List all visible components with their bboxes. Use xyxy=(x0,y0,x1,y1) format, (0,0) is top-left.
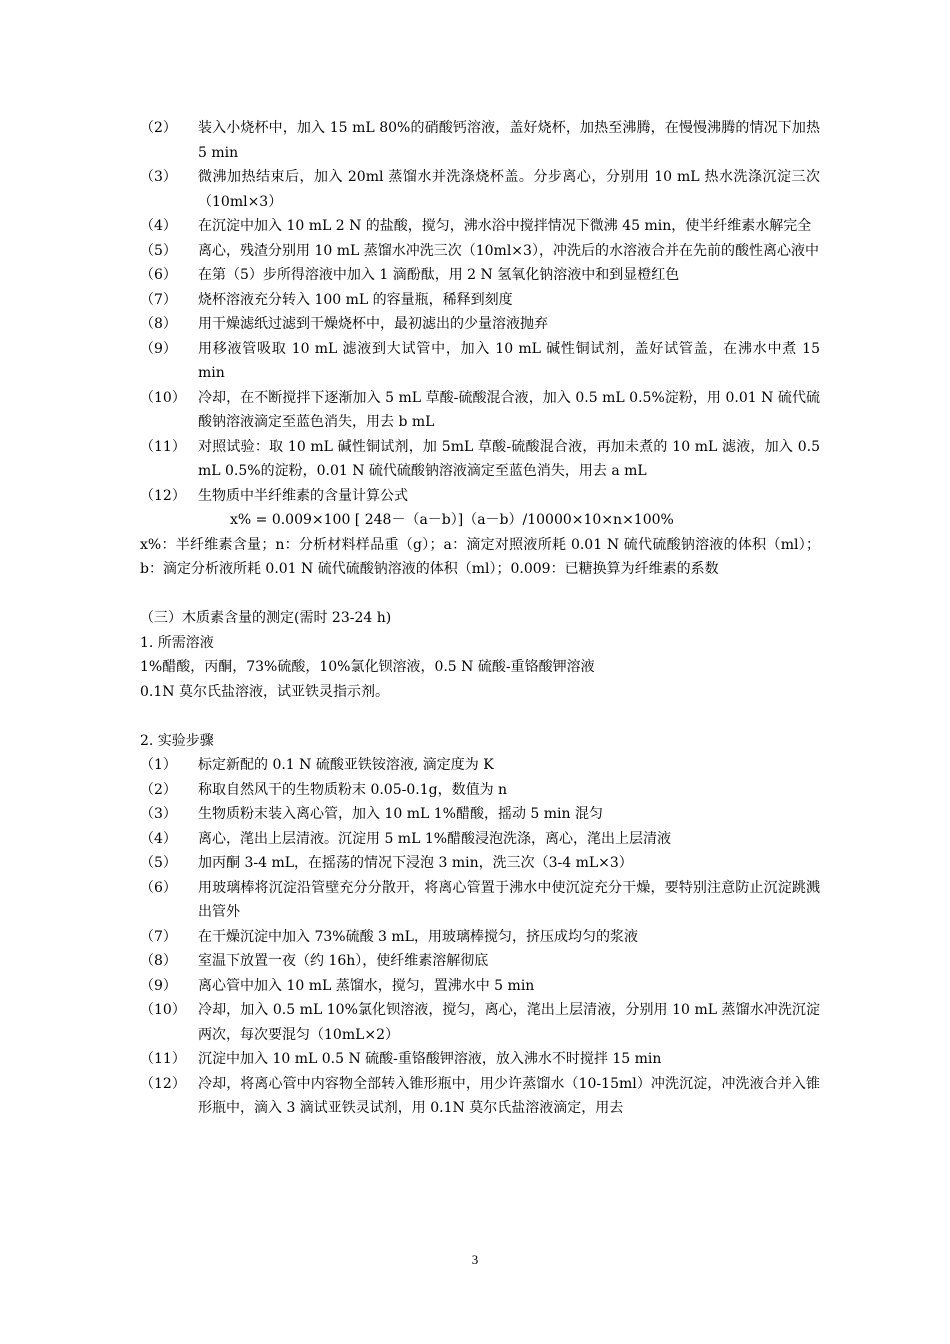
lignin-steps-list xyxy=(140,753,820,1121)
step-item xyxy=(140,974,820,999)
step-text: 微沸加热结束后，加入 20ml 蒸馏水并洗涤烧杯盖。分步离心，分别用 10 mL 热水洗涤沉淀三次（10ml×3） xyxy=(198,169,820,210)
step-number: （10） xyxy=(140,389,186,406)
step-item xyxy=(140,386,820,435)
step-text: 装入小烧杯中，加入 15 mL 80%的硝酸钙溶液，盖好烧杯，加热至沸腾，在慢慢沸腾的情况下加热 5 min xyxy=(198,120,820,161)
step-text: 用移液管吸取 10 mL 滤液到大试管中，加入 10 mL 碱性铜试剂，盖好试管盖，在沸水中煮 15 min xyxy=(198,340,820,381)
step-item xyxy=(140,876,820,925)
step-item xyxy=(140,165,820,214)
blank-line xyxy=(140,582,820,607)
step-number: （7） xyxy=(140,928,177,945)
step-number: （12） xyxy=(140,487,186,504)
formula: x% = 0.009×100 [ 248－（a－b）]（a－b）/10000×10×n×100% xyxy=(230,512,674,528)
step-text: 冷却，加入 0.5 mL 10%氯化钡溶液，搅匀，离心，滗出上层清液，分别用 10 mL 蒸馏水冲洗沉淀两次，每次要混匀（10mL×2） xyxy=(198,1002,820,1043)
blank-line xyxy=(140,704,820,729)
step-number: （3） xyxy=(140,169,177,185)
step-number: （8） xyxy=(140,953,177,969)
step-number: （4） xyxy=(140,218,177,234)
solutions-line-2: 0.1N 莫尔氏盐溶液，试亚铁灵指示剂。 xyxy=(140,683,389,700)
formula-note: x%：半纤维素含量；n：分析材料样品重（g）；a：滴定对照液所耗 0.01 N 硫代硫酸钠溶液的体积（ml）；b：滴定分析液所耗 0.01 N 硫代硫酸钠溶液的体积（ml）；0.009：已糖换算为纤维素的系数 xyxy=(140,536,820,577)
step-text: 生物质粉末装入离心管，加入 10 mL 1%醋酸，摇动 5 min 混匀 xyxy=(198,806,603,822)
hemicellulose-steps-list xyxy=(140,116,820,508)
step-number: （11） xyxy=(140,438,186,455)
step-number: （8） xyxy=(140,316,177,332)
step-number: （5） xyxy=(140,855,177,871)
step-item xyxy=(140,239,820,264)
step-text: 烧杯溶液充分转入 100 mL 的容量瓶，稀释到刻度 xyxy=(198,291,513,308)
subsection-steps: 2. 实验步骤 xyxy=(140,732,214,749)
step-item xyxy=(140,1072,820,1121)
step-item xyxy=(140,802,820,827)
step-text: 标定新配的 0.1 N 硫酸亚铁铵溶液, 滴定度为 K xyxy=(198,757,494,773)
step-item xyxy=(140,949,820,974)
step-text: 在第（5）步所得溶液中加入 1 滴酚酞，用 2 N 氢氧化钠溶液中和到显橙红色 xyxy=(198,267,680,283)
step-text: 离心，滗出上层清液。沉淀用 5 mL 1%醋酸浸泡洗涤，离心，滗出上层清液 xyxy=(198,830,672,847)
step-text: 对照试验：取 10 mL 碱性铜试剂，加 5mL 草酸-硫酸混合液，再加未煮的 10 mL 滤液，加入 0.5 mL 0.5%的淀粉，0.01 N 硫代硫酸钠溶液滴定至蓝色消失，用去 a mL xyxy=(198,438,820,479)
step-item xyxy=(140,484,820,509)
step-number: （12） xyxy=(140,1075,186,1092)
subsection-solutions: 1. 所需溶液 xyxy=(140,634,214,651)
step-item xyxy=(140,435,820,484)
step-text: 称取自然风干的生物质粉末 0.05-0.1g，数值为 n xyxy=(198,781,508,798)
step-text: 冷却，将离心管中内容物全部转入锥形瓶中，用少许蒸馏水（10-15ml）冲洗沉淀，冲洗液合并入锥形瓶中，滴入 3 滴试亚铁灵试剂，用 0.1N 莫尔氏盐溶液滴定，用去 xyxy=(198,1075,820,1116)
step-item xyxy=(140,214,820,239)
step-item xyxy=(140,778,820,803)
step-item xyxy=(140,116,820,165)
page-number: 3 xyxy=(471,1252,479,1267)
step-item xyxy=(140,998,820,1047)
step-number: （4） xyxy=(140,830,177,847)
step-item xyxy=(140,925,820,950)
step-text: 冷却，在不断搅拌下逐渐加入 5 mL 草酸-硫酸混合液，加入 0.5 mL 0.5%淀粉，用 0.01 N 硫代硫酸钠溶液滴定至蓝色消失，用去 b mL xyxy=(198,389,820,430)
step-item xyxy=(140,827,820,852)
step-number: （2） xyxy=(140,120,177,136)
step-text: 用玻璃棒将沉淀沿管壁充分分散开，将离心管置于沸水中使沉淀充分干燥，要特别注意防止沉淀跳溅出管外 xyxy=(198,879,820,920)
step-item xyxy=(140,1047,820,1072)
step-text: 室温下放置一夜（约 16h），使纤维素溶解彻底 xyxy=(198,953,489,969)
step-number: （10） xyxy=(140,1002,186,1018)
step-number: （5） xyxy=(140,242,177,259)
step-number: （6） xyxy=(140,879,177,896)
step-number: （11） xyxy=(140,1051,186,1067)
step-item xyxy=(140,337,820,386)
section-heading: （三）木质素含量的测定(需时 23-24 h) xyxy=(140,610,392,626)
step-text: 沉淀中加入 10 mL 0.5 N 硫酸-重铬酸钾溶液，放入沸水不时搅拌 15 min xyxy=(198,1051,662,1067)
step-number: （9） xyxy=(140,977,177,994)
step-number: （3） xyxy=(140,806,177,822)
step-number: （6） xyxy=(140,267,177,283)
step-text: 生物质中半纤维素的含量计算公式 xyxy=(198,487,408,504)
solutions-line-1: 1%醋酸，丙酮，73%硫酸，10%氯化钡溶液，0.5 N 硫酸-重铬酸钾溶液 xyxy=(140,659,595,675)
step-number: （7） xyxy=(140,291,177,308)
step-text: 在干燥沉淀中加入 73%硫酸 3 mL，用玻璃棒搅匀，挤压成均匀的浆液 xyxy=(198,928,638,945)
step-item xyxy=(140,753,820,778)
step-text: 用干燥滤纸过滤到干燥烧杯中，最初滤出的少量溶液抛弃 xyxy=(198,316,548,332)
step-number: （2） xyxy=(140,781,177,798)
step-item xyxy=(140,263,820,288)
step-text: 加丙酮 3-4 mL，在摇荡的情况下浸泡 3 min，洗三次（3-4 mL×3） xyxy=(198,855,633,871)
step-text: 在沉淀中加入 10 mL 2 N 的盐酸，搅匀，沸水浴中搅拌情况下微沸 45 min，使半纤维素水解完全 xyxy=(198,218,812,234)
step-text: 离心管中加入 10 mL 蒸馏水，搅匀，置沸水中 5 min xyxy=(198,977,535,994)
step-item xyxy=(140,288,820,313)
page-content xyxy=(140,116,820,1121)
step-item xyxy=(140,312,820,337)
step-number: （9） xyxy=(140,340,177,357)
step-text: 离心，残渣分别用 10 mL 蒸馏水冲洗三次（10ml×3），冲洗后的水溶液合并在先前的酸性离心液中 xyxy=(198,242,819,259)
step-item xyxy=(140,851,820,876)
step-number: （1） xyxy=(140,757,177,773)
